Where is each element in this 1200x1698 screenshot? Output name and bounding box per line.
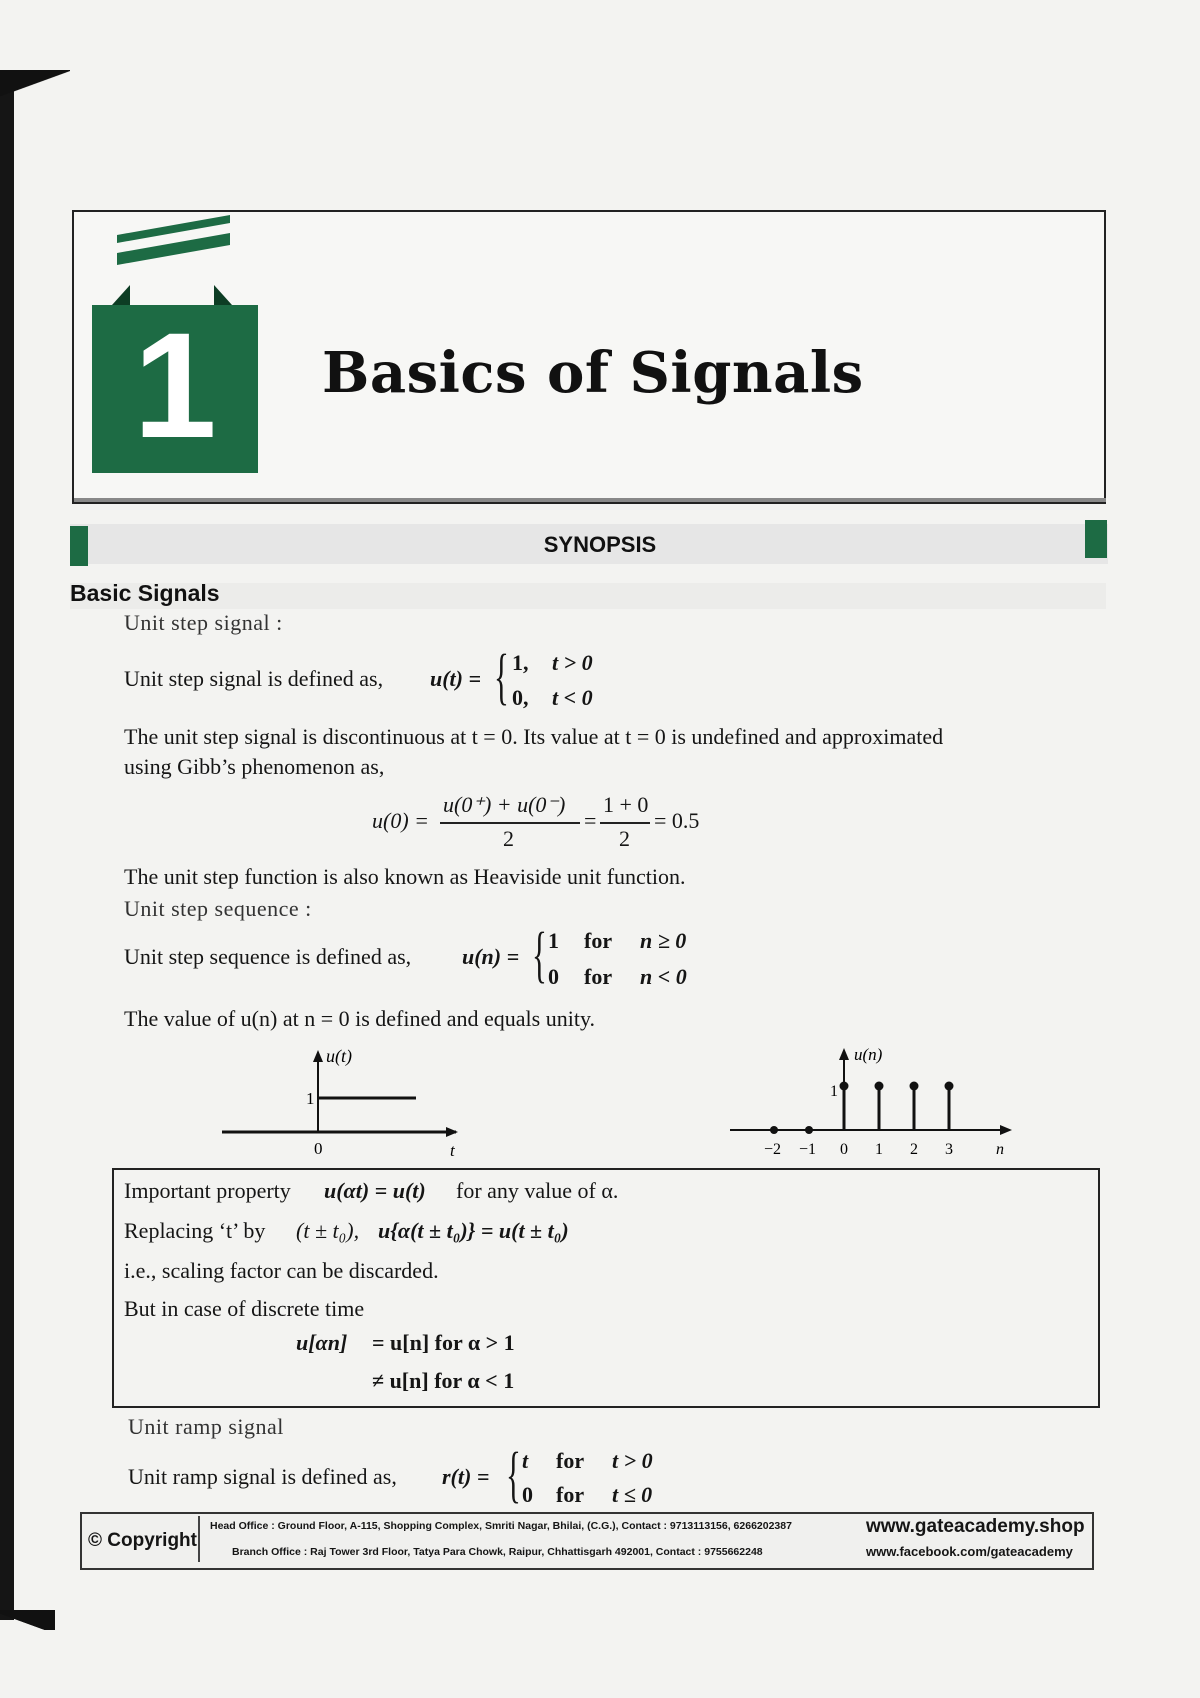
u0-equation-numerator: u(0⁺) + u(0⁻) (443, 792, 566, 817)
x-tick-label: −1 (799, 1141, 817, 1158)
brace-icon: { (506, 1441, 521, 1509)
property-line1-prefix: Important property (124, 1178, 291, 1203)
x-axis-label: t (450, 1141, 455, 1160)
page-corner-shadow-top (0, 70, 70, 110)
ramp-case1-value: t (522, 1448, 529, 1473)
property-line3: i.e., scaling factor can be discarded. (124, 1258, 439, 1283)
heaviside-paragraph: The unit step function is also known as Heaviside unit function. (124, 864, 686, 889)
brace-icon: { (532, 921, 547, 989)
footer-facebook-link[interactable]: www.facebook.com/gateacademy (866, 1544, 1073, 1559)
unit-ramp-subheading: Unit ramp signal (128, 1414, 284, 1439)
unit-step-plot (210, 1044, 470, 1164)
level-label: 1 (830, 1083, 838, 1100)
x-tick-label: 1 (875, 1141, 883, 1158)
ramp-case2-condition: t ≤ 0 (612, 1482, 653, 1507)
y-axis-arrow-icon (313, 1050, 323, 1062)
origin-label: 0 (314, 1139, 323, 1158)
unit-step-case2-value: 0, (512, 685, 529, 710)
ramp-case2-value: 0 (522, 1482, 533, 1507)
sequence-case1-for: for (584, 928, 613, 953)
y-axis-label: u(n) (854, 1045, 883, 1064)
unit-step-sequence-def-text: Unit step sequence is defined as, (124, 944, 412, 969)
discontinuity-paragraph-line1: The unit step signal is discontinuous at t = 0. Its value at t = 0 is undefined and approximated (124, 724, 944, 749)
x-axis-arrow-icon (1000, 1125, 1012, 1135)
footer-branch-office: Branch Office : Raj Tower 3rd Floor, Tatya Para Chowk, Raipur, Chhattisgarh 492001, Contact : 9755662248 (232, 1546, 763, 1558)
page-corner-shadow-bottom (0, 1610, 55, 1630)
property-line1-suffix: for any value of α. (456, 1178, 619, 1203)
unit-step-signal-def-text: Unit step signal is defined as, (124, 666, 384, 691)
x-tick-label: 0 (840, 1141, 848, 1158)
u0-equation-equals: = (584, 808, 597, 833)
chapter-title: Basics of Signals (322, 340, 864, 406)
section-heading: Basic Signals (70, 580, 220, 606)
unit-sample-point (875, 1082, 884, 1091)
level-label: 1 (306, 1089, 315, 1108)
u0-equation-denominator: 2 (503, 826, 514, 851)
footer-divider (198, 1516, 200, 1562)
chapter-number: 1 (133, 301, 217, 469)
sequence-case2-for: for (584, 964, 613, 989)
synopsis-title: SYNOPSIS (543, 532, 657, 557)
unit-step-signal-subheading: Unit step signal : (124, 610, 283, 635)
zero-sample-point (770, 1126, 778, 1134)
unit-step-case2-condition: t < 0 (552, 685, 593, 710)
unit-ramp-lhs: r(t) = (442, 1464, 490, 1489)
u0-equation-numerator2: 1 + 0 (603, 792, 649, 817)
ramp-case1-condition: t > 0 (612, 1448, 653, 1473)
property-line5-rhs: = u[n] for α > 1 (372, 1330, 515, 1355)
sequence-case1-condition: n ≥ 0 (640, 928, 687, 953)
unit-step-case1-value: 1, (512, 650, 529, 675)
x-axis-label: n (996, 1141, 1004, 1158)
unit-ramp-def-text: Unit ramp signal is defined as, (128, 1464, 397, 1489)
ramp-case2-for: for (556, 1482, 585, 1507)
property-line1-equation: u(αt) = u(t) (324, 1178, 426, 1203)
property-line6-rhs: ≠ u[n] for α < 1 (372, 1368, 515, 1393)
discontinuity-paragraph-line2: using Gibb’s phenomenon as, (124, 754, 385, 779)
footer-copyright: © Copyright (88, 1530, 197, 1551)
zero-sample-point (805, 1126, 813, 1134)
property-line2-prefix: Replacing ‘t’ by (124, 1218, 266, 1243)
x-tick-label: 2 (910, 1141, 918, 1158)
x-axis-arrow-icon (446, 1127, 458, 1137)
chapter-ribbon-icon (112, 215, 232, 305)
unit-step-sequence-plot (726, 1040, 1026, 1160)
footer-website-link[interactable]: www.gateacademy.shop (866, 1516, 1085, 1537)
page-edge-shadow (0, 80, 14, 1620)
unit-sample-point (945, 1082, 954, 1091)
sequence-case1-value: 1 (548, 928, 559, 953)
footer-head-office: Head Office : Ground Floor, A-115, Shopping Complex, Smriti Nagar, Bhilai, (C.G.), Contact : 9713113156, 6266202387 (210, 1520, 792, 1532)
unit-sample-point (910, 1082, 919, 1091)
sequence-value-paragraph: The value of u(n) at n = 0 is defined and equals unity. (124, 1006, 596, 1031)
unit-step-sequence-subheading: Unit step sequence : (124, 896, 312, 921)
unit-step-signal-lhs: u(t) = (430, 666, 482, 691)
unit-step-case1-condition: t > 0 (552, 650, 593, 675)
property-line4: But in case of discrete time (124, 1296, 365, 1321)
unit-step-sequence-lhs: u(n) = (462, 944, 520, 969)
sequence-case2-condition: n < 0 (640, 964, 687, 989)
unit-sample-point (840, 1082, 849, 1091)
sequence-case2-value: 0 (548, 964, 559, 989)
property-line2-equation: u{α(t ± t₀)} = u(t ± t₀) (378, 1218, 569, 1243)
brace-icon: { (494, 643, 509, 711)
x-tick-label: 3 (945, 1141, 953, 1158)
property-line5-lhs: u[αn] (296, 1330, 348, 1355)
ramp-case1-for: for (556, 1448, 585, 1473)
x-tick-label: −2 (764, 1141, 782, 1158)
u0-equation-denominator2: 2 (619, 826, 630, 851)
section-heading-band (70, 583, 1106, 609)
chapter-header-shadow (74, 498, 1106, 502)
u0-equation-result: = 0.5 (654, 808, 700, 833)
property-line2-argument: (t ± t₀), (296, 1218, 360, 1243)
y-axis-label: u(t) (326, 1046, 352, 1066)
u0-equation-lhs: u(0) = (372, 808, 429, 833)
